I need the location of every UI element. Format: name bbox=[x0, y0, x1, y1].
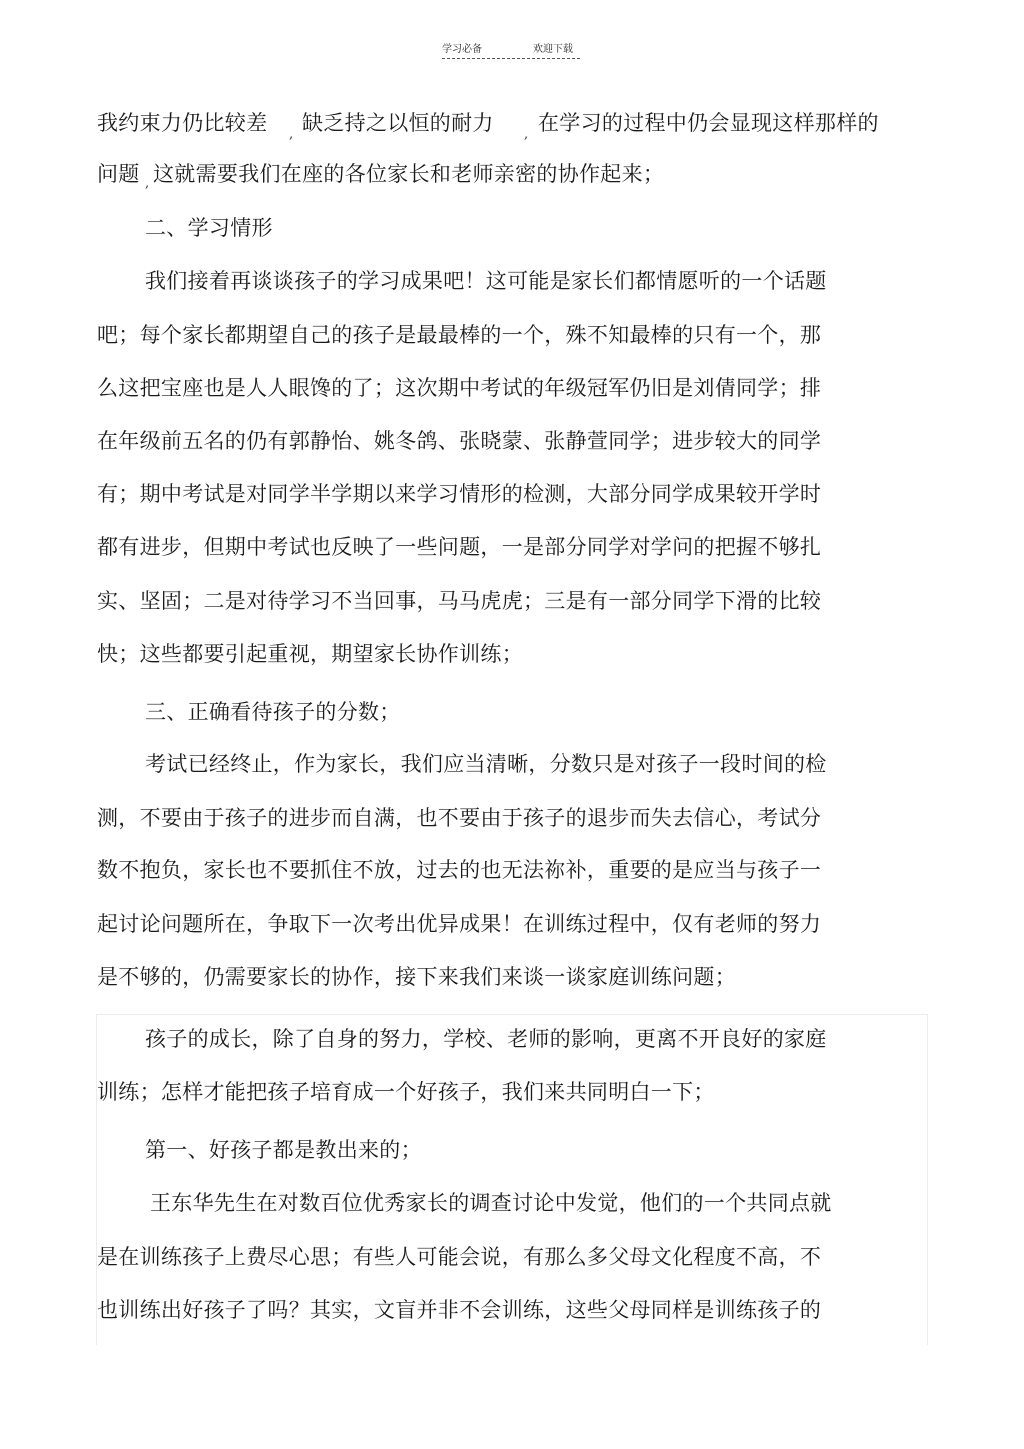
text-line: 也训练出好孩子了吗？其实，文盲并非不会训练，这些父母同样是训练孩子的 bbox=[97, 1298, 822, 1322]
header-left-text: 学习必备 bbox=[442, 44, 482, 55]
text-line: 孩子的成长，除了自身的努力，学校、老师的影响，更离不开良好的家庭 bbox=[145, 1027, 827, 1051]
text-line: 数不抱负，家长也不要抓住不放，过去的也无法祢补，重要的是应当与孩子一 bbox=[97, 858, 822, 882]
header-divider bbox=[442, 58, 580, 59]
text-line: 都有进步，但期中考试也反映了一些问题，一是部分同学对学问的把握不够扎 bbox=[97, 535, 822, 559]
section-heading: 三、正确看待孩子的分数； bbox=[145, 700, 401, 724]
text-line: 有；期中考试是对同学半学期以来学习情形的检测，大部分同学成果较开学时 bbox=[97, 482, 822, 506]
header-right-text: 欢迎下载 bbox=[533, 44, 573, 55]
text-line: 吧；每个家长都期望自己的孩子是最最棒的一个，殊不知最棒的只有一个，那 bbox=[97, 323, 822, 347]
text-line: 快；这些都要引起重视，期望家长协作训练； bbox=[97, 642, 523, 666]
text-line: 问题 bbox=[97, 162, 140, 186]
comma-mark: , bbox=[524, 127, 529, 142]
text-line: 测，不要由于孩子的进步而自满，也不要由于孩子的退步而失去信心，考试分 bbox=[97, 806, 822, 830]
text-line: 这就需要我们在座的各位家长和老师亲密的协作起来； bbox=[153, 162, 665, 186]
section-heading: 第一、好孩子都是教出来的； bbox=[145, 1138, 422, 1162]
text-line: 么这把宝座也是人人眼馋的了；这次期中考试的年级冠军仍旧是刘倩同学；排 bbox=[97, 376, 822, 400]
text-line: 我约束力仍比较差 bbox=[97, 111, 268, 135]
text-line: 我们接着再谈谈孩子的学习成果吧！这可能是家长们都情愿听的一个话题 bbox=[145, 269, 827, 293]
section-heading: 二、学习情形 bbox=[145, 216, 273, 240]
text-line: 考试已经终止，作为家长，我们应当清晰，分数只是对孩子一段时间的检 bbox=[145, 752, 827, 776]
text-line: 在学习的过程中仍会显现这样那样的 bbox=[538, 111, 879, 135]
text-line: 缺乏持之以恒的耐力 bbox=[302, 111, 494, 135]
text-line: 在年级前五名的仍有郭静怡、姚冬鸽、张晓蒙、张静萱同学；进步较大的同学 bbox=[97, 429, 822, 453]
comma-mark: , bbox=[289, 127, 294, 142]
text-line: 是在训练孩子上费尽心思；有些人可能会说，有那么多父母文化程度不高，不 bbox=[97, 1245, 822, 1269]
content-frame bbox=[96, 1014, 928, 1345]
text-line: 王东华先生在对数百位优秀家长的调查讨论中发觉，他们的一个共同点就 bbox=[150, 1191, 832, 1215]
text-line: 是不够的，仍需要家长的协作，接下来我们来谈一谈家庭训练问题； bbox=[97, 965, 736, 989]
text-line: 起讨论问题所在，争取下一次考出优异成果！在训练过程中，仅有老师的努力 bbox=[97, 912, 822, 936]
text-line: 训练；怎样才能把孩子培育成一个好孩子，我们来共同明白一下； bbox=[97, 1080, 715, 1104]
comma-mark: , bbox=[145, 176, 150, 191]
text-line: 实、坚固；二是对待学习不当回事，马马虎虎；三是有一部分同学下滑的比较 bbox=[97, 589, 822, 613]
